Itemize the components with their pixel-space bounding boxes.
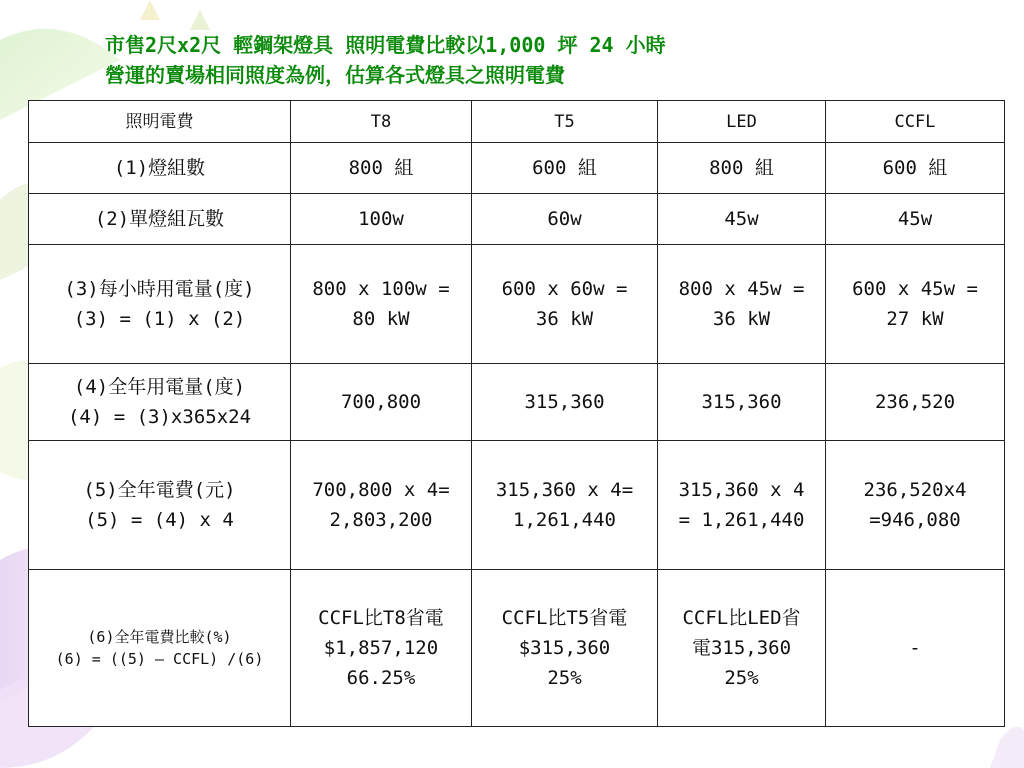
- table-cell: [658, 245, 826, 364]
- table-cell: [291, 364, 472, 441]
- title-line-1: 市售2尺x2尺 輕鋼架燈具 照明電費比較以1,000 坪 24 小時: [105, 33, 666, 57]
- row-label-line: (1)燈組數: [113, 157, 206, 179]
- row-label: [29, 364, 291, 441]
- cell-line: $315,360: [518, 637, 611, 659]
- header-cell: LED: [658, 101, 826, 143]
- header-cell: T8: [291, 101, 472, 143]
- cell-line: 236,520x4: [863, 479, 967, 501]
- row-label-line: (2)單燈組瓦數: [94, 208, 225, 230]
- header-cell: T5: [472, 101, 658, 143]
- lighting-cost-table: [28, 100, 1005, 727]
- row-label: [29, 441, 291, 570]
- table-row: [29, 194, 1005, 245]
- page-title: [105, 30, 666, 90]
- row-label-line: (5)全年電費(元): [83, 479, 236, 501]
- cell-line: 800 組: [709, 157, 774, 179]
- cell-line: 27 kW: [886, 308, 944, 330]
- cell-line: 80 kW: [352, 308, 410, 330]
- table-row: [29, 570, 1005, 727]
- cell-line: 36 kW: [712, 308, 771, 330]
- cell-line: CCFL比LED省: [682, 607, 801, 629]
- cell-line: 45w: [897, 208, 933, 230]
- cell-line: 66.25%: [346, 667, 416, 689]
- row-label-line: (3)每小時用電量(度): [64, 278, 255, 300]
- table-header-row: [29, 101, 1005, 143]
- title-line-2: 營運的賣場相同照度為例，估算各式燈具之照明電費: [105, 63, 565, 87]
- table-row: [29, 364, 1005, 441]
- cell-line: CCFL比T8省電: [318, 607, 444, 629]
- table-cell: [291, 245, 472, 364]
- cell-line: 25%: [724, 667, 759, 689]
- table-cell: [658, 364, 826, 441]
- row-label-line: (4) = (3)x365x24: [67, 406, 252, 428]
- table-cell: [291, 570, 472, 727]
- cell-line: = 1,261,440: [678, 509, 805, 531]
- cell-line: 800 x 100w =: [312, 278, 450, 300]
- cell-line: 315,360: [701, 391, 782, 413]
- cell-line: 45w: [724, 208, 759, 230]
- table-cell: [291, 143, 472, 194]
- cell-line: $1,857,120: [323, 637, 439, 659]
- header-cell: CCFL: [826, 101, 1005, 143]
- cell-line: 1,261,440: [513, 509, 616, 531]
- table-cell: [658, 143, 826, 194]
- cell-line: 800 x 45w =: [678, 278, 805, 300]
- row-label: [29, 194, 291, 245]
- row-label: [29, 245, 291, 364]
- cell-line: CCFL比T5省電: [501, 607, 628, 629]
- table-row: [29, 143, 1005, 194]
- table-cell: [472, 570, 658, 727]
- row-label: [29, 143, 291, 194]
- table-cell: [658, 441, 826, 570]
- cell-line: 600 組: [882, 157, 948, 179]
- cell-line: 236,520: [874, 391, 956, 413]
- cell-line: -: [909, 637, 921, 659]
- row-label-line: (4)全年用電量(度): [73, 376, 246, 398]
- cell-line: 600 x 45w =: [852, 278, 978, 300]
- cell-line: 電315,360: [691, 637, 792, 659]
- table-cell: [826, 570, 1005, 727]
- table-cell: [291, 441, 472, 570]
- table-cell: [472, 441, 658, 570]
- cell-line: 25%: [547, 667, 582, 689]
- row-label-line: (5) = (4) x 4: [85, 509, 234, 531]
- table-cell: [472, 143, 658, 194]
- cell-line: 2,803,200: [329, 509, 433, 531]
- table-cell: [658, 194, 826, 245]
- table-cell: [826, 194, 1005, 245]
- row-label-line: (3) = (1) x (2): [73, 308, 246, 330]
- row-label-line: (6) = ((5) – CCFL) /(6): [55, 650, 264, 668]
- table-cell: [472, 245, 658, 364]
- cell-line: 100w: [358, 208, 404, 230]
- cell-line: =946,080: [869, 509, 961, 531]
- table-row: [29, 245, 1005, 364]
- cell-line: 600 x 60w =: [501, 278, 628, 300]
- cell-line: 315,360 x 4: [678, 479, 805, 501]
- table-cell: [291, 194, 472, 245]
- table-cell: [826, 364, 1005, 441]
- cell-line: 60w: [547, 208, 582, 230]
- table-cell: [472, 364, 658, 441]
- table-cell: [826, 441, 1005, 570]
- row-label: [29, 570, 291, 727]
- table-cell: [658, 570, 826, 727]
- cell-line: 315,360: [524, 391, 605, 413]
- cell-line: 315,360 x 4=: [495, 479, 634, 501]
- cell-line: 36 kW: [535, 308, 594, 330]
- table-cell: [826, 143, 1005, 194]
- row-label-line: (6)全年電費比較(%): [87, 628, 232, 646]
- cell-line: 600 組: [532, 157, 597, 179]
- header-cell: 照明電費: [29, 101, 291, 143]
- table-cell: [826, 245, 1005, 364]
- cell-line: 700,800 x 4=: [312, 479, 450, 501]
- cell-line: 800 組: [348, 157, 414, 179]
- table-row: [29, 441, 1005, 570]
- cell-line: 700,800: [340, 391, 422, 413]
- table-cell: [472, 194, 658, 245]
